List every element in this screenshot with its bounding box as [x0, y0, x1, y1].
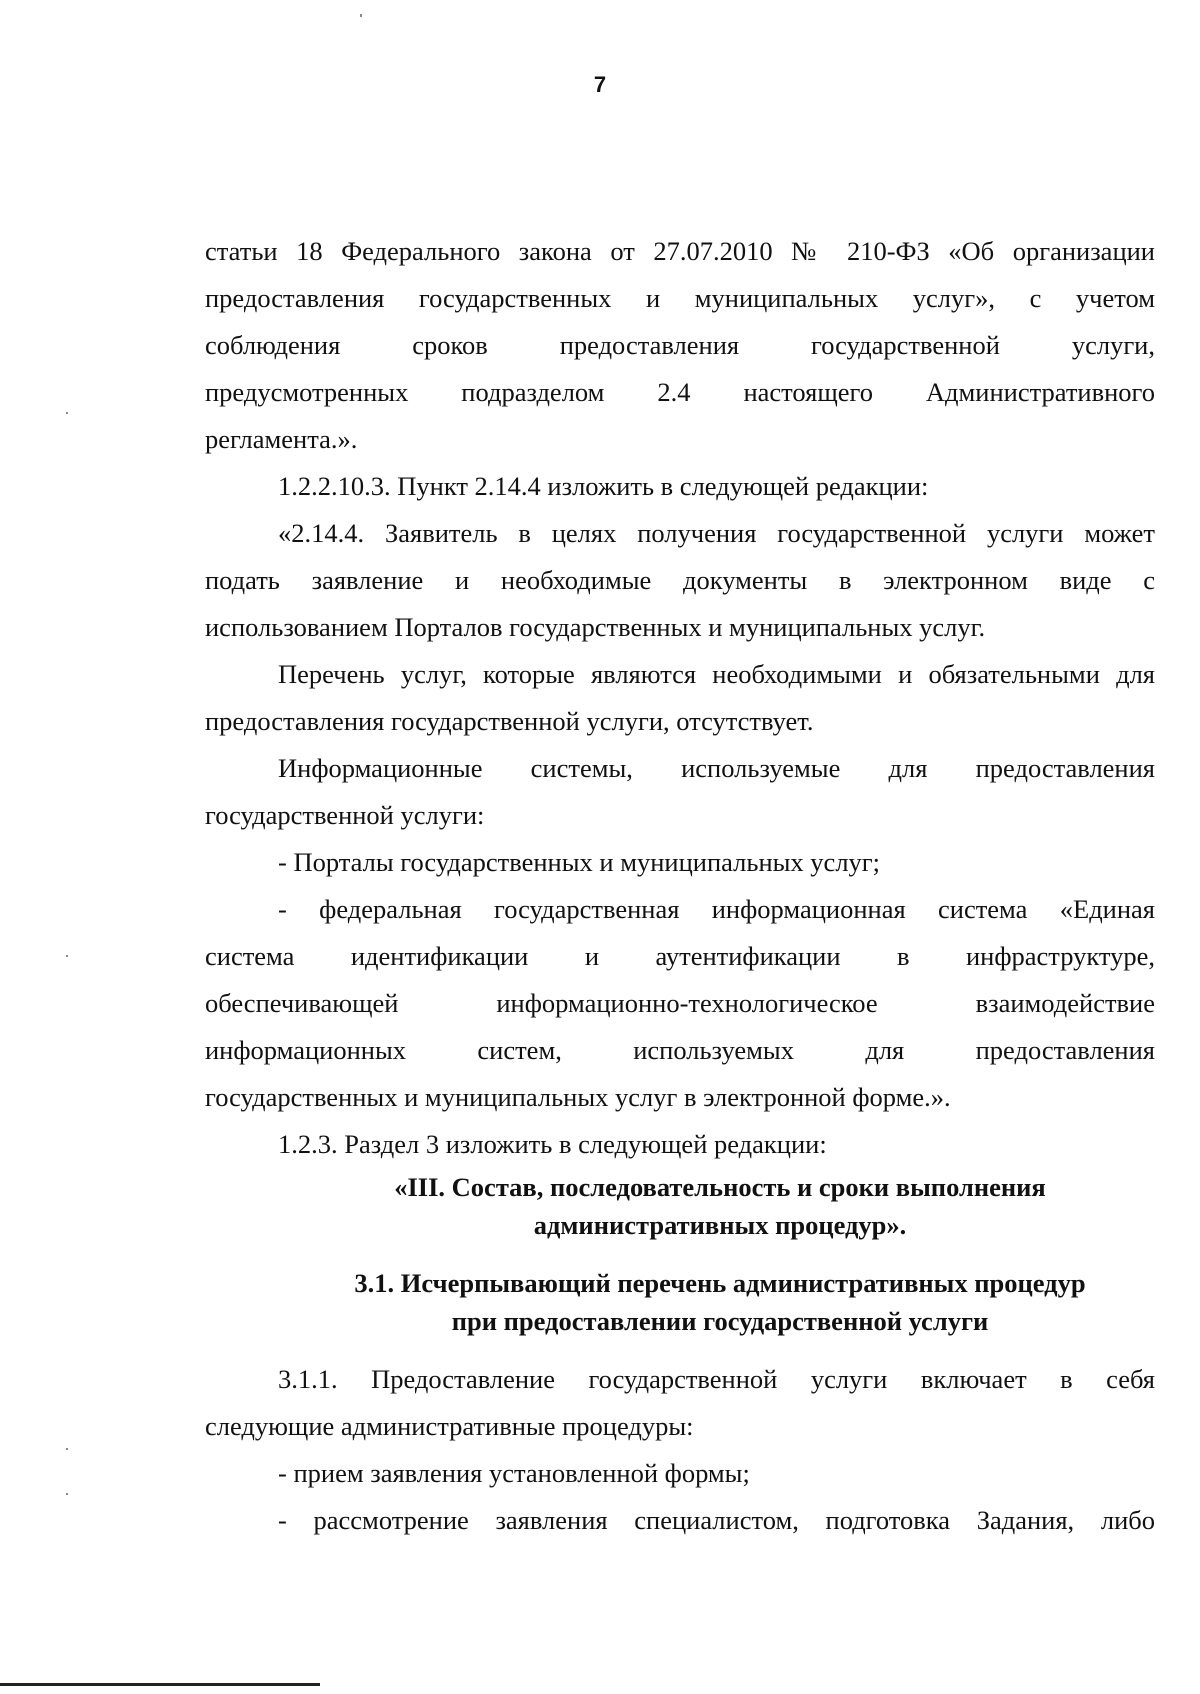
scan-speck: [66, 955, 68, 957]
paragraph-line: система идентификации и аутентификации в инфраструктуре,: [205, 941, 1155, 971]
paragraph-line: государственной услуги:: [205, 800, 485, 830]
paragraph-line: государственных и муниципальных услуг в электронной форме.».: [205, 1082, 951, 1112]
heading-line: при предоставлении государственной услуги: [451, 1306, 989, 1336]
scan-speck: [360, 14, 362, 17]
paragraph-line: 1.2.3. Раздел 3 изложить в следующей редакции:: [278, 1129, 827, 1159]
paragraph-line: информационных систем, используемых для предоставления: [205, 1035, 1155, 1065]
paragraph-line: регламента.».: [205, 424, 358, 454]
list-item: - прием заявления установленной формы;: [278, 1458, 750, 1488]
list-item: - Порталы государственных и муниципальных услуг;: [278, 847, 881, 877]
paragraph-line: 3.1.1. Предоставление государственной услуги включает в себя: [278, 1364, 1155, 1394]
scan-speck: [66, 412, 68, 414]
paragraph-line: подать заявление и необходимые документы в электронном виде с: [205, 565, 1155, 595]
section-heading: [205, 1168, 1155, 1244]
scan-speck: [66, 1493, 68, 1495]
paragraph-line: Перечень услуг, которые являются необходимыми и обязательными для: [278, 659, 1155, 689]
paragraph-line: следующие административные процедуры:: [205, 1411, 694, 1441]
paragraph-line: статьи 18 Федерального закона от 27.07.2010 № 210-ФЗ «Об организации: [205, 236, 1155, 266]
heading-line: 3.1. Исчерпывающий перечень административных процедур: [354, 1268, 1086, 1298]
paragraph-line: предусмотренных подразделом 2.4 настоящего Административного: [205, 377, 1155, 407]
list-item: - федеральная государственная информационная система «Единая: [278, 894, 1155, 924]
paragraph-line: соблюдения сроков предоставления государственной услуги,: [205, 330, 1155, 360]
paragraph-line: обеспечивающей информационно-технологическое взаимодействие: [205, 988, 1155, 1018]
page-number: 7: [593, 72, 607, 97]
body-text: [205, 228, 1155, 1168]
scan-speck: [66, 1448, 68, 1450]
footer-rule: [0, 1683, 320, 1686]
subsection-heading: [205, 1264, 1155, 1340]
paragraph-line: 1.2.2.10.3. Пункт 2.14.4 изложить в следующей редакции:: [278, 471, 929, 501]
paragraph-line: Информационные системы, используемые для предоставления: [278, 753, 1155, 783]
heading-line: «III. Состав, последовательность и сроки выполнения: [394, 1172, 1046, 1202]
paragraph-line: предоставления государственной услуги, отсутствует.: [205, 706, 814, 736]
heading-line: административных процедур».: [533, 1210, 907, 1240]
paragraph-line: «2.14.4. Заявитель в целях получения государственной услуги может: [278, 518, 1155, 548]
body-text-continued: [205, 1356, 1155, 1544]
paragraph-line: предоставления государственных и муниципальных услуг», с учетом: [205, 283, 1155, 313]
list-item: - рассмотрение заявления специалистом, подготовка Задания, либо: [278, 1505, 1155, 1535]
paragraph-line: использованием Порталов государственных и муниципальных услуг.: [205, 612, 986, 642]
